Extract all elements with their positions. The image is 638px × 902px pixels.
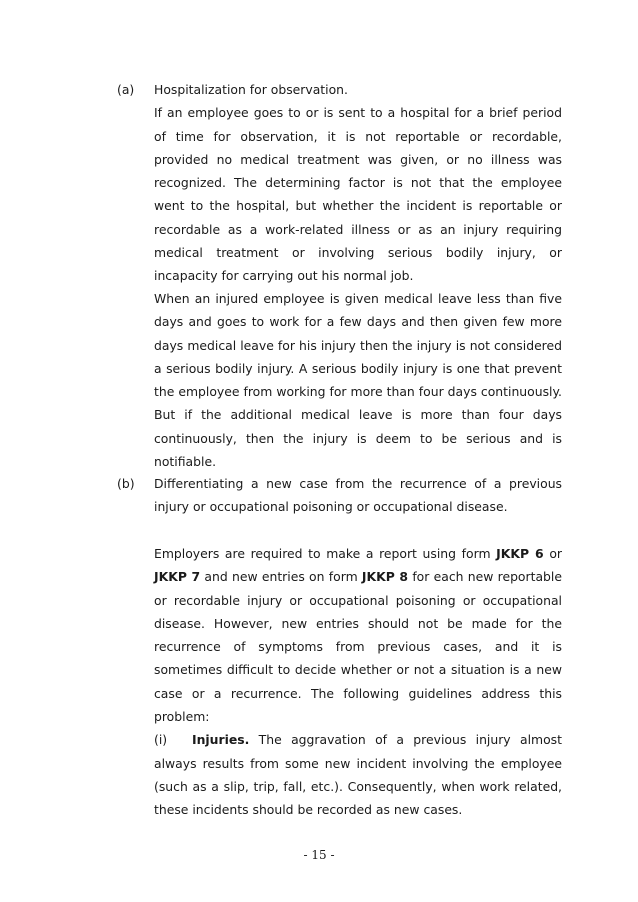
section-a-heading: Hospitalization for observation. [154,82,348,97]
form-jkkp-8: JKKP 8 [361,569,409,585]
section-b-heading: Differentiating a new case from the recurrence of a previous injury or occupational poisoning or occupational disease. [154,476,562,515]
item-i-text: The aggravation of a previous injury almost always results from some new incident involving the employee (such as a slip, trip, fall, etc.). Consequently, when work related, these incidents should be recorded as new cases. [154,732,562,818]
section-a-marker: (a) [117,82,135,97]
page-number: - 15 - [303,848,335,862]
section-b-body [154,542,562,822]
text-run: and new entries on form [200,569,362,585]
form-jkkp-7: JKKP 7 [154,569,201,585]
item-i-paragraph [154,728,562,821]
section-a-paragraph-2-block [154,287,562,473]
item-i-title: Injuries. [192,732,250,748]
section-b-marker: (b) [117,476,135,491]
text-run: Employers are required to make a report using form [154,546,497,561]
text-run: for each new reportable or recordable injury or occupational poisoning or occupational disease. However, new entries should not be made for the recurrence of symptoms from previous cases, and it is sometimes difficult to decide whether or not a situation is a new case or a recurrence. The following guidelines address this problem: [154,569,562,725]
section-a-content [154,78,562,288]
section-a-paragraph-1: If an employee goes to or is sent to a hospital for a brief period of time for observation, it is not reportable or recordable, provided no medical treatment was given, or no illness was recognized. The determining factor is not that the employee went to the hospital, but whether the incident is reportable or recordable as a work-related illness or as an injury requiring medical treatment or involving serious bodily injury, or incapacity for carrying out his normal job. [154,105,562,284]
item-i-marker: (i) [154,732,168,748]
section-a-paragraph-2: When an injured employee is given medical leave less than five days and goes to work for a few days and then given few more days medical leave for his injury then the injury is not considered a serious bodily injury. A serious bodily injury is one that prevent the employee from working for more than four days continuously. But if the additional medical leave is more than four days continuously, then the injury is deem to be serious and is notifiable. [154,291,562,470]
text-run: or [543,546,562,561]
section-b-heading-block [154,472,562,519]
form-jkkp-6: JKKP 6 [496,546,544,561]
section-b-paragraph [154,542,562,728]
